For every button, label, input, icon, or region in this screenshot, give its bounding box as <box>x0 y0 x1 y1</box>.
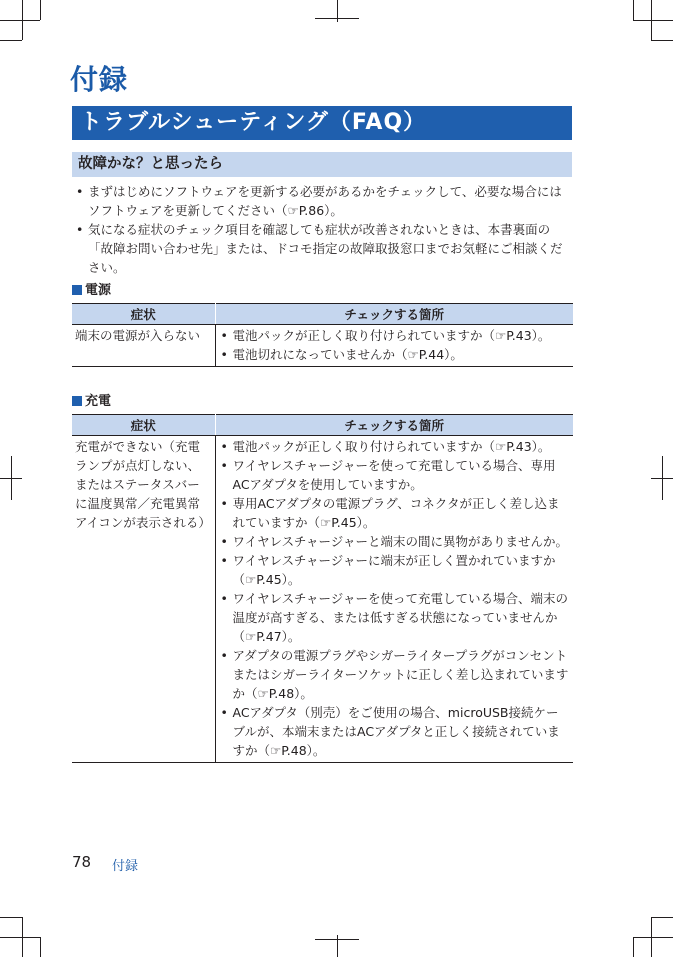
check-item: • ワイヤレスチャージャーと端末の間に異物がありませんか。 <box>219 532 571 551</box>
check-item: • ワイヤレスチャージャーを使って充電している場合、専用ACアダプタを使用していますか。 <box>219 456 571 494</box>
column-header-check: チェックする箇所 <box>215 415 573 436</box>
check-item: • ワイヤレスチャージャーに端末が正しく置かれていますか（☞P.45）。 <box>219 551 571 589</box>
column-header-check: チェックする箇所 <box>215 304 573 325</box>
symptom-cell: 充電ができない（充電ランプが点灯しない、またはステータスバーに温度異常／充電異常アイコンが表示される） <box>72 436 215 763</box>
page-number: 78 <box>72 853 92 871</box>
subsection-title: 故障かな？と思ったら <box>72 152 572 177</box>
chapter-title: 付録 <box>70 63 129 96</box>
intro-bullet: • まずはじめにソフトウェアを更新する必要があるかをチェックして、必要な場合にはソフトウェアを更新してください（☞P.86）。 <box>74 182 574 220</box>
table-row <box>72 325 573 367</box>
check-item: • 電池パックが正しく取り付けられていますか（☞P.43）。 <box>219 437 571 456</box>
table-header-row <box>72 415 573 436</box>
check-item: • ACアダプタ（別売）をご使用の場合、microUSB接続ケーブルが、本端末またはACアダプタと正しく接続されていますか（☞P.48）。 <box>219 703 571 760</box>
column-header-symptom: 症状 <box>72 415 215 436</box>
power-heading-label: 電源 <box>85 283 112 298</box>
check-item: • アダプタの電源プラグやシガーライタープラグがコンセントまたはシガーライターソケットに正しく差し込まれていますか（☞P.48）。 <box>219 646 571 703</box>
charging-heading-label: 充電 <box>85 394 112 409</box>
column-header-symptom: 症状 <box>72 304 215 325</box>
check-item: • ワイヤレスチャージャーを使って充電している場合、端末の温度が高すぎる、または低すぎる状態になっていませんか（☞P.47）。 <box>219 589 571 646</box>
footer-label: 付録 <box>112 859 139 874</box>
check-cell <box>215 325 573 367</box>
charging-table <box>72 414 573 763</box>
check-item: • 電池切れになっていませんか（☞P.44）。 <box>219 345 571 364</box>
charging-heading <box>72 390 111 409</box>
square-bullet-icon <box>72 396 82 406</box>
power-table <box>72 303 573 367</box>
table-row <box>72 436 573 763</box>
check-item: • 専用ACアダプタの電源プラグ、コネクタが正しく差し込まれていますか（☞P.45）。 <box>219 494 571 532</box>
square-bullet-icon <box>72 285 82 295</box>
power-heading <box>72 279 111 298</box>
check-cell <box>215 436 573 763</box>
intro-bullet: • 気になる症状のチェック項目を確認しても症状が改善されないときは、本書裏面の「故障お問い合わせ先」または、ドコモ指定の故障取扱窓口までお気軽にご相談ください。 <box>74 220 574 277</box>
check-item: • 電池パックが正しく取り付けられていますか（☞P.43）。 <box>219 326 571 345</box>
section-title: トラブルシューティング（FAQ） <box>72 106 572 140</box>
intro-list <box>74 182 574 277</box>
table-header-row <box>72 304 573 325</box>
symptom-cell: 端末の電源が入らない <box>72 325 215 367</box>
